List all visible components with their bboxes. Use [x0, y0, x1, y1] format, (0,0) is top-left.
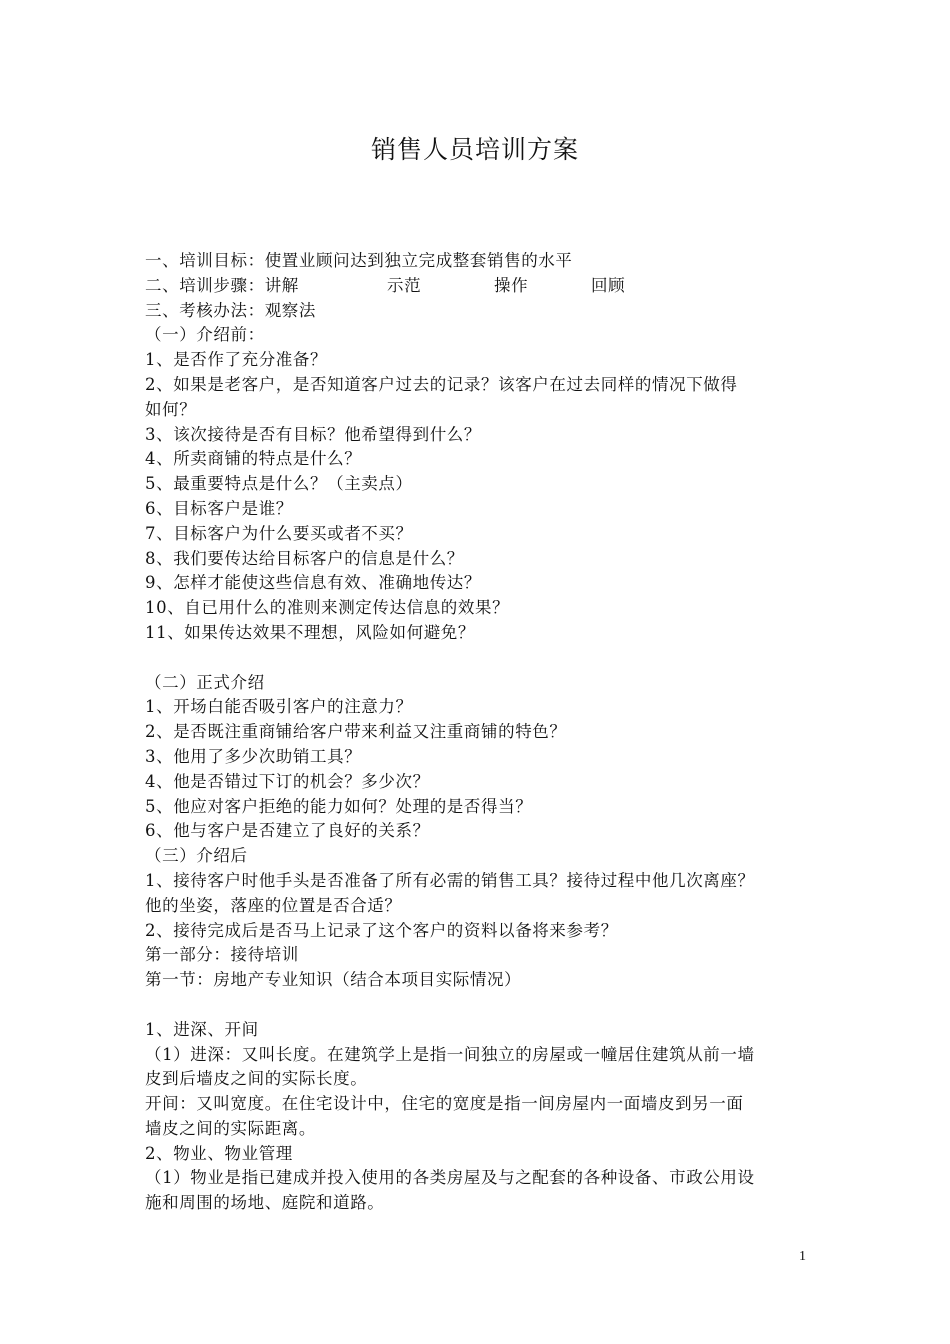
list-item: 7、目标客户为什么要买或者不买？ [145, 523, 413, 543]
list-item: 4、他是否错过下订的机会？多少次？ [145, 771, 430, 791]
list-item: 1、进深、开间 [145, 1019, 259, 1039]
step-demo: 示范 [387, 275, 422, 295]
list-item-continued: 他的坐姿，落座的位置是否合适？ [145, 895, 402, 915]
section-heading: （二）正式介绍 [145, 672, 265, 692]
blank-line [145, 646, 825, 671]
list-item-continued: 如何？ [145, 399, 197, 419]
list-item: 3、他用了多少次助销工具？ [145, 746, 362, 766]
list-item: 5、最重要特点是什么？（主卖点） [145, 474, 413, 494]
paragraph-line: 开间：又叫宽度。在住宅设计中，住宅的宽度是指一间房屋内一面墙皮到另一面 [145, 1094, 744, 1114]
list-item: 6、目标客户是谁？ [145, 498, 293, 518]
paragraph-line: 施和周围的场地、庭院和道路。 [145, 1193, 385, 1213]
page-number: 1 [799, 1249, 806, 1264]
list-item: 1、接待客户时他手头是否准备了所有必需的销售工具？接待过程中他几次离座？ [145, 870, 755, 890]
document-title: 销售人员培训方案 [370, 135, 579, 164]
list-item: 10、自已用什么的准则来测定传达信息的效果？ [145, 598, 510, 618]
step-operate: 操作 [494, 275, 529, 295]
list-item: 4、所卖商铺的特点是什么？ [145, 449, 362, 469]
list-item: 2、是否既注重商铺给客户带来利益又注重商铺的特色？ [145, 722, 567, 742]
list-item: 2、如果是老客户，是否知道客户过去的记录？该客户在过去同样的情况下做得 [145, 374, 738, 394]
list-item: 3、该次接待是否有目标？他希望得到什么？ [145, 424, 481, 444]
list-item: 5、他应对客户拒绝的能力如何？处理的是否得当？ [145, 796, 533, 816]
paragraph-line: 皮到后墙皮之间的实际长度。 [145, 1069, 368, 1089]
paragraph-line: （1）进深：又叫长度。在建筑学上是指一间独立的房屋或一幢居住建筑从前一墙 [145, 1044, 755, 1064]
list-item: 11、如果传达效果不理想，风险如何避免？ [145, 622, 475, 642]
list-item: 1、开场白能否吸引客户的注意力？ [145, 697, 413, 717]
section-heading: （三）介绍后 [145, 846, 248, 866]
paragraph-line: 三、考核办法：观察法 [145, 300, 316, 320]
section-heading: （一）介绍前： [145, 325, 265, 345]
list-item: 6、他与客户是否建立了良好的关系？ [145, 821, 430, 841]
paragraph-line: （1）物业是指已建成并投入使用的各类房屋及与之配套的各种设备、市政公用设 [145, 1168, 755, 1188]
list-item: 8、我们要传达给目标客户的信息是什么？ [145, 548, 464, 568]
step-review: 回顾 [591, 275, 626, 295]
list-item: 2、物业、物业管理 [145, 1143, 293, 1163]
paragraph-line: 墙皮之间的实际距离。 [145, 1118, 316, 1138]
list-item: 9、怎样才能使这些信息有效、准确地传达？ [145, 573, 481, 593]
part-heading: 第一部分：接待培训 [145, 945, 299, 965]
paragraph-line: 一、培训目标：使置业顾问达到独立完成整套销售的水平 [145, 251, 573, 270]
list-item: 1、是否作了充分准备？ [145, 350, 328, 370]
training-steps-line [145, 274, 825, 299]
chapter-heading: 第一节：房地产专业知识（结合本项目实际情况） [145, 970, 522, 990]
blank-line [145, 993, 825, 1018]
list-item: 2、接待完成后是否马上记录了这个客户的资料以备将来参考？ [145, 920, 618, 940]
steps-label: 二、培训步骤：讲解 [145, 275, 299, 295]
document-body [145, 249, 825, 1216]
